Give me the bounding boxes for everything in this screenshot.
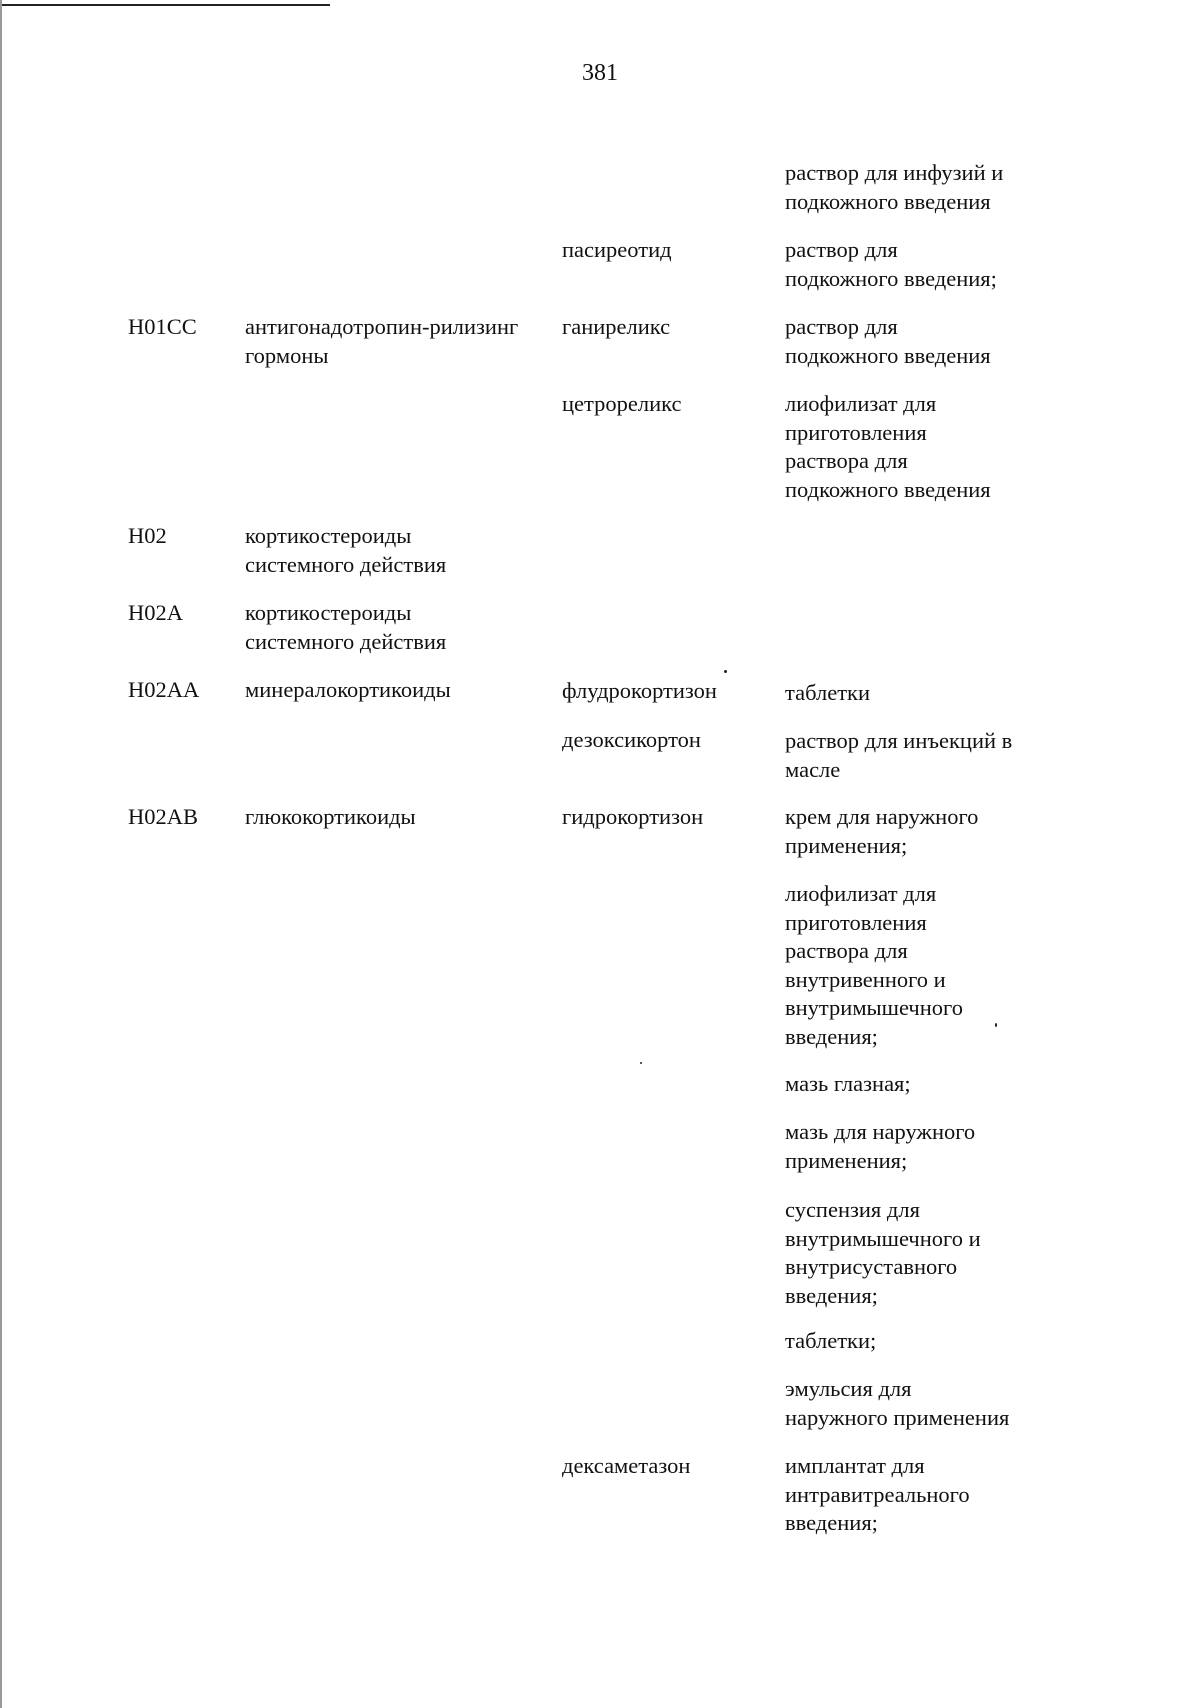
form-line: раствор для инъекций в [785, 728, 1013, 753]
form-line: введения; [785, 1510, 878, 1535]
form-line: внутривенного и [785, 966, 946, 992]
form-line: введения; [785, 1282, 878, 1308]
form-line: введения; [785, 1023, 878, 1049]
form-line: мазь глазная; [785, 1071, 911, 1096]
scan-speck [995, 1023, 997, 1027]
drug-name: флудрокортизон [562, 678, 717, 703]
dosage-form [785, 236, 997, 293]
dosage-form [785, 313, 991, 370]
form-line: внутрисуставного [785, 1254, 958, 1279]
atc-code: H01CC [128, 314, 197, 339]
form-line: раствора для [785, 448, 908, 473]
atc-group [245, 676, 451, 705]
group-line: кортикостероиды [245, 600, 412, 625]
dosage-form [785, 803, 978, 860]
form-line: крем для наружного [785, 804, 979, 829]
form-line: эмульсия для [785, 1376, 912, 1401]
drug-name: цетрореликс [562, 391, 682, 416]
form-line: применения; [785, 1147, 908, 1173]
page-number: 381 [582, 60, 618, 86]
atc-group [245, 522, 446, 579]
form-line: применения; [785, 832, 908, 858]
form-line: внутримышечного и [785, 1225, 981, 1251]
form-line: мазь для наружного [785, 1119, 976, 1144]
form-line: масле [785, 756, 841, 782]
atc-code: H02A [128, 600, 183, 625]
form-line: раствор для [785, 237, 898, 262]
group-line: системного действия [245, 551, 447, 577]
scan-edge-top [0, 4, 330, 6]
form-line: подкожного введения; [785, 265, 997, 291]
form-line: наружного применения [785, 1404, 1010, 1430]
dosage-form [785, 1070, 911, 1099]
scan-speck [724, 670, 727, 673]
drug-name: гидрокортизон [562, 804, 704, 829]
dosage-form [785, 880, 963, 1051]
dosage-form [785, 159, 1003, 216]
form-line: подкожного введения [785, 188, 991, 214]
form-line: приготовления [785, 909, 927, 935]
form-line: таблетки; [785, 1328, 877, 1353]
group-line: кортикостероиды [245, 523, 412, 548]
form-line: раствор для инфузий и [785, 160, 1004, 185]
drug-name: дексаметазон [562, 1453, 691, 1478]
dosage-form [785, 1196, 981, 1310]
scan-speck [640, 1062, 642, 1064]
atc-group [245, 803, 416, 832]
form-line: подкожного введения [785, 476, 991, 502]
form-line: раствора для [785, 938, 908, 963]
drug-name: пасиреотид [562, 237, 672, 262]
group-line: гормоны [245, 342, 329, 368]
form-line: интравитреального [785, 1481, 970, 1507]
form-line: приготовления [785, 419, 927, 445]
atc-code: H02AB [128, 804, 199, 829]
form-line: внутримышечного [785, 995, 963, 1020]
atc-group [245, 599, 446, 656]
group-line: минералокортикоиды [245, 677, 451, 702]
group-line: глюкокортикоиды [245, 804, 416, 829]
dosage-form [785, 1452, 970, 1538]
drug-name: дезоксикортон [562, 727, 701, 752]
atc-code: H02AA [128, 677, 200, 702]
scan-edge-left [0, 0, 2, 1708]
atc-code: H02 [128, 523, 167, 548]
group-line: системного действия [245, 628, 447, 654]
form-line: имплантат для [785, 1453, 925, 1478]
form-line: таблетки [785, 680, 871, 705]
drug-name: ганиреликс [562, 314, 671, 339]
dosage-form [785, 390, 991, 504]
dosage-form [785, 1375, 1009, 1432]
group-line: антигонадотропин-рилизинг [245, 314, 519, 339]
form-line: лиофилизат для [785, 881, 937, 906]
form-line: раствор для [785, 314, 898, 339]
form-line: лиофилизат для [785, 391, 937, 416]
dosage-form [785, 1118, 975, 1175]
atc-group [245, 313, 518, 370]
form-line: подкожного введения [785, 342, 991, 368]
dosage-form [785, 679, 870, 708]
dosage-form [785, 1327, 876, 1356]
dosage-form [785, 727, 1012, 784]
form-line: суспензия для [785, 1197, 920, 1222]
